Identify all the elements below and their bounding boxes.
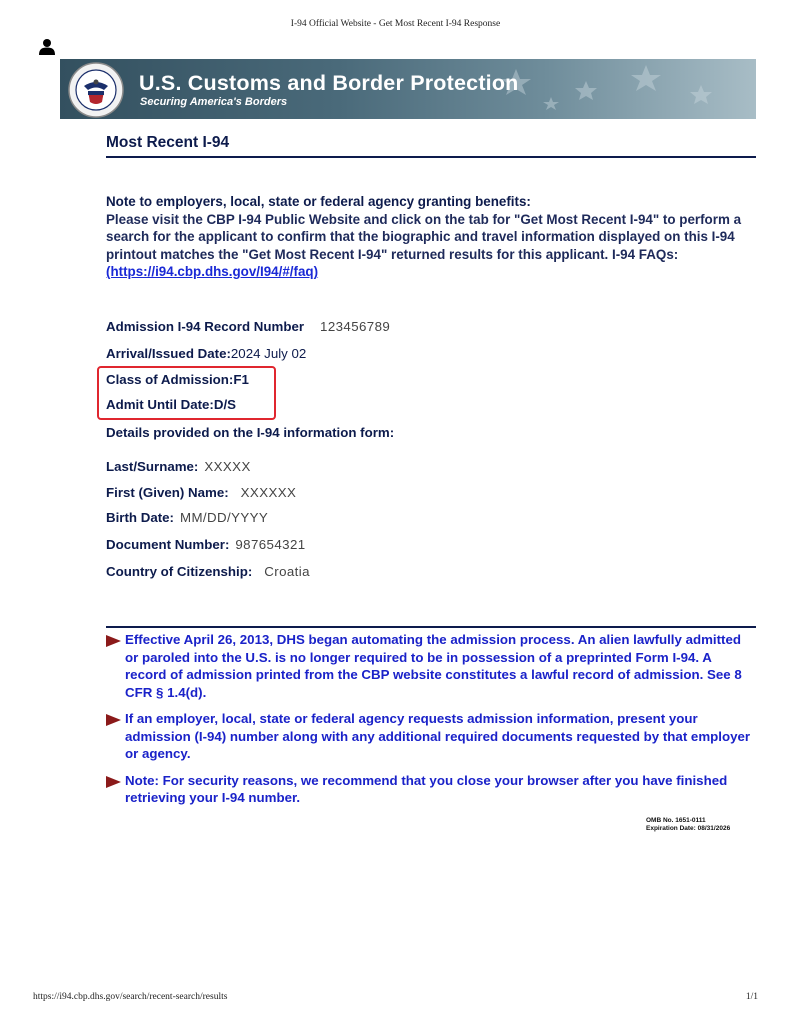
record-number-row xyxy=(106,319,390,334)
footer-page-number: 1/1 xyxy=(745,992,758,1002)
arrival-date-value: 2024 July 02 xyxy=(230,346,307,361)
first-name-value: XXXXXX xyxy=(240,485,297,500)
omb-info xyxy=(646,817,756,833)
notice-bullet xyxy=(106,631,756,701)
details-heading: Details provided on the I-94 information form: xyxy=(106,425,395,440)
document-number-row xyxy=(106,537,306,552)
arrival-date-row xyxy=(106,346,306,361)
banner-tagline: Securing America's Borders xyxy=(140,96,288,108)
last-name-label: Last/Surname: xyxy=(106,459,199,474)
banner-agency-name: U.S. Customs and Border Protection xyxy=(139,71,519,95)
highlight-annotation-box xyxy=(97,366,276,420)
record-number-value: 123456789 xyxy=(320,319,391,334)
footer-url: https://i94.cbp.dhs.gov/search/recent-search/results xyxy=(33,992,228,1002)
birth-date-label: Birth Date: xyxy=(106,510,174,525)
notice-bullet-text: Note: For security reasons, we recommend that you close your browser after you have finished retrieving your I-94 number. xyxy=(125,772,728,805)
class-of-admission-label: Class of Admission: xyxy=(106,372,234,387)
birth-date-value: MM/DD/YYYY xyxy=(179,510,269,525)
cbp-banner xyxy=(60,59,756,119)
class-of-admission-value: F1 xyxy=(233,372,249,387)
document-number-value: 987654321 xyxy=(235,537,306,552)
faq-link[interactable]: (https://i94.cbp.dhs.gov/I94/#/faq) xyxy=(106,264,319,279)
arrival-date-label: Arrival/Issued Date: xyxy=(106,346,231,361)
note-body: Please visit the CBP I-94 Public Website and click on the tab for "Get Most Recent I-94" to perform a search for the applicant to confirm that the biographic and travel information displayed on this I-94 printout matches the "Get Most Recent I-94" returned results for this applicant. I-94 FAQs: xyxy=(106,211,742,262)
omb-number: OMB No. 1651-0111 xyxy=(646,817,706,824)
dhs-seal-icon xyxy=(67,61,125,119)
employer-note xyxy=(106,193,754,281)
notice-bullet-list xyxy=(106,626,756,816)
note-heading: Note to employers, local, state or federal agency granting benefits: xyxy=(106,194,531,209)
admit-until-value: D/S xyxy=(213,397,237,412)
page-title: Most Recent I-94 xyxy=(106,134,756,158)
triangle-right-icon xyxy=(106,635,121,647)
triangle-right-icon xyxy=(106,714,121,726)
record-number-label: Admission I-94 Record Number xyxy=(106,319,305,334)
citizenship-label: Country of Citizenship: xyxy=(106,564,253,579)
admit-until-label: Admit Until Date: xyxy=(106,397,214,412)
notice-bullet xyxy=(106,772,756,807)
notice-bullet-text: If an employer, local, state or federal agency requests admission information, present your admission (I-94) number along with any additional required documents requested by that employer or agency. xyxy=(125,711,751,761)
notice-bullet xyxy=(106,710,756,763)
last-name-row xyxy=(106,459,251,474)
document-number-label: Document Number: xyxy=(106,537,230,552)
user-icon[interactable] xyxy=(39,38,55,55)
print-header-title: I-94 Official Website - Get Most Recent I-94 Response xyxy=(290,19,501,29)
first-name-row xyxy=(106,485,296,500)
citizenship-row xyxy=(106,564,310,579)
citizenship-value: Croatia xyxy=(264,564,310,579)
birth-date-row xyxy=(106,510,268,525)
last-name-value: XXXXX xyxy=(204,459,251,474)
notice-bullet-text: Effective April 26, 2013, DHS began automating the admission process. An alien lawfully admitted or paroled into the U.S. is no longer required to be in possession of a preprinted Form I-94. A record of admission printed from the CBP website constitutes a lawful record of admission. See 8 CFR § 1.4(d). xyxy=(125,632,742,700)
first-name-label: First (Given) Name: xyxy=(106,485,229,500)
triangle-right-icon xyxy=(106,776,121,788)
omb-expiration: Expiration Date: 08/31/2026 xyxy=(646,825,731,832)
